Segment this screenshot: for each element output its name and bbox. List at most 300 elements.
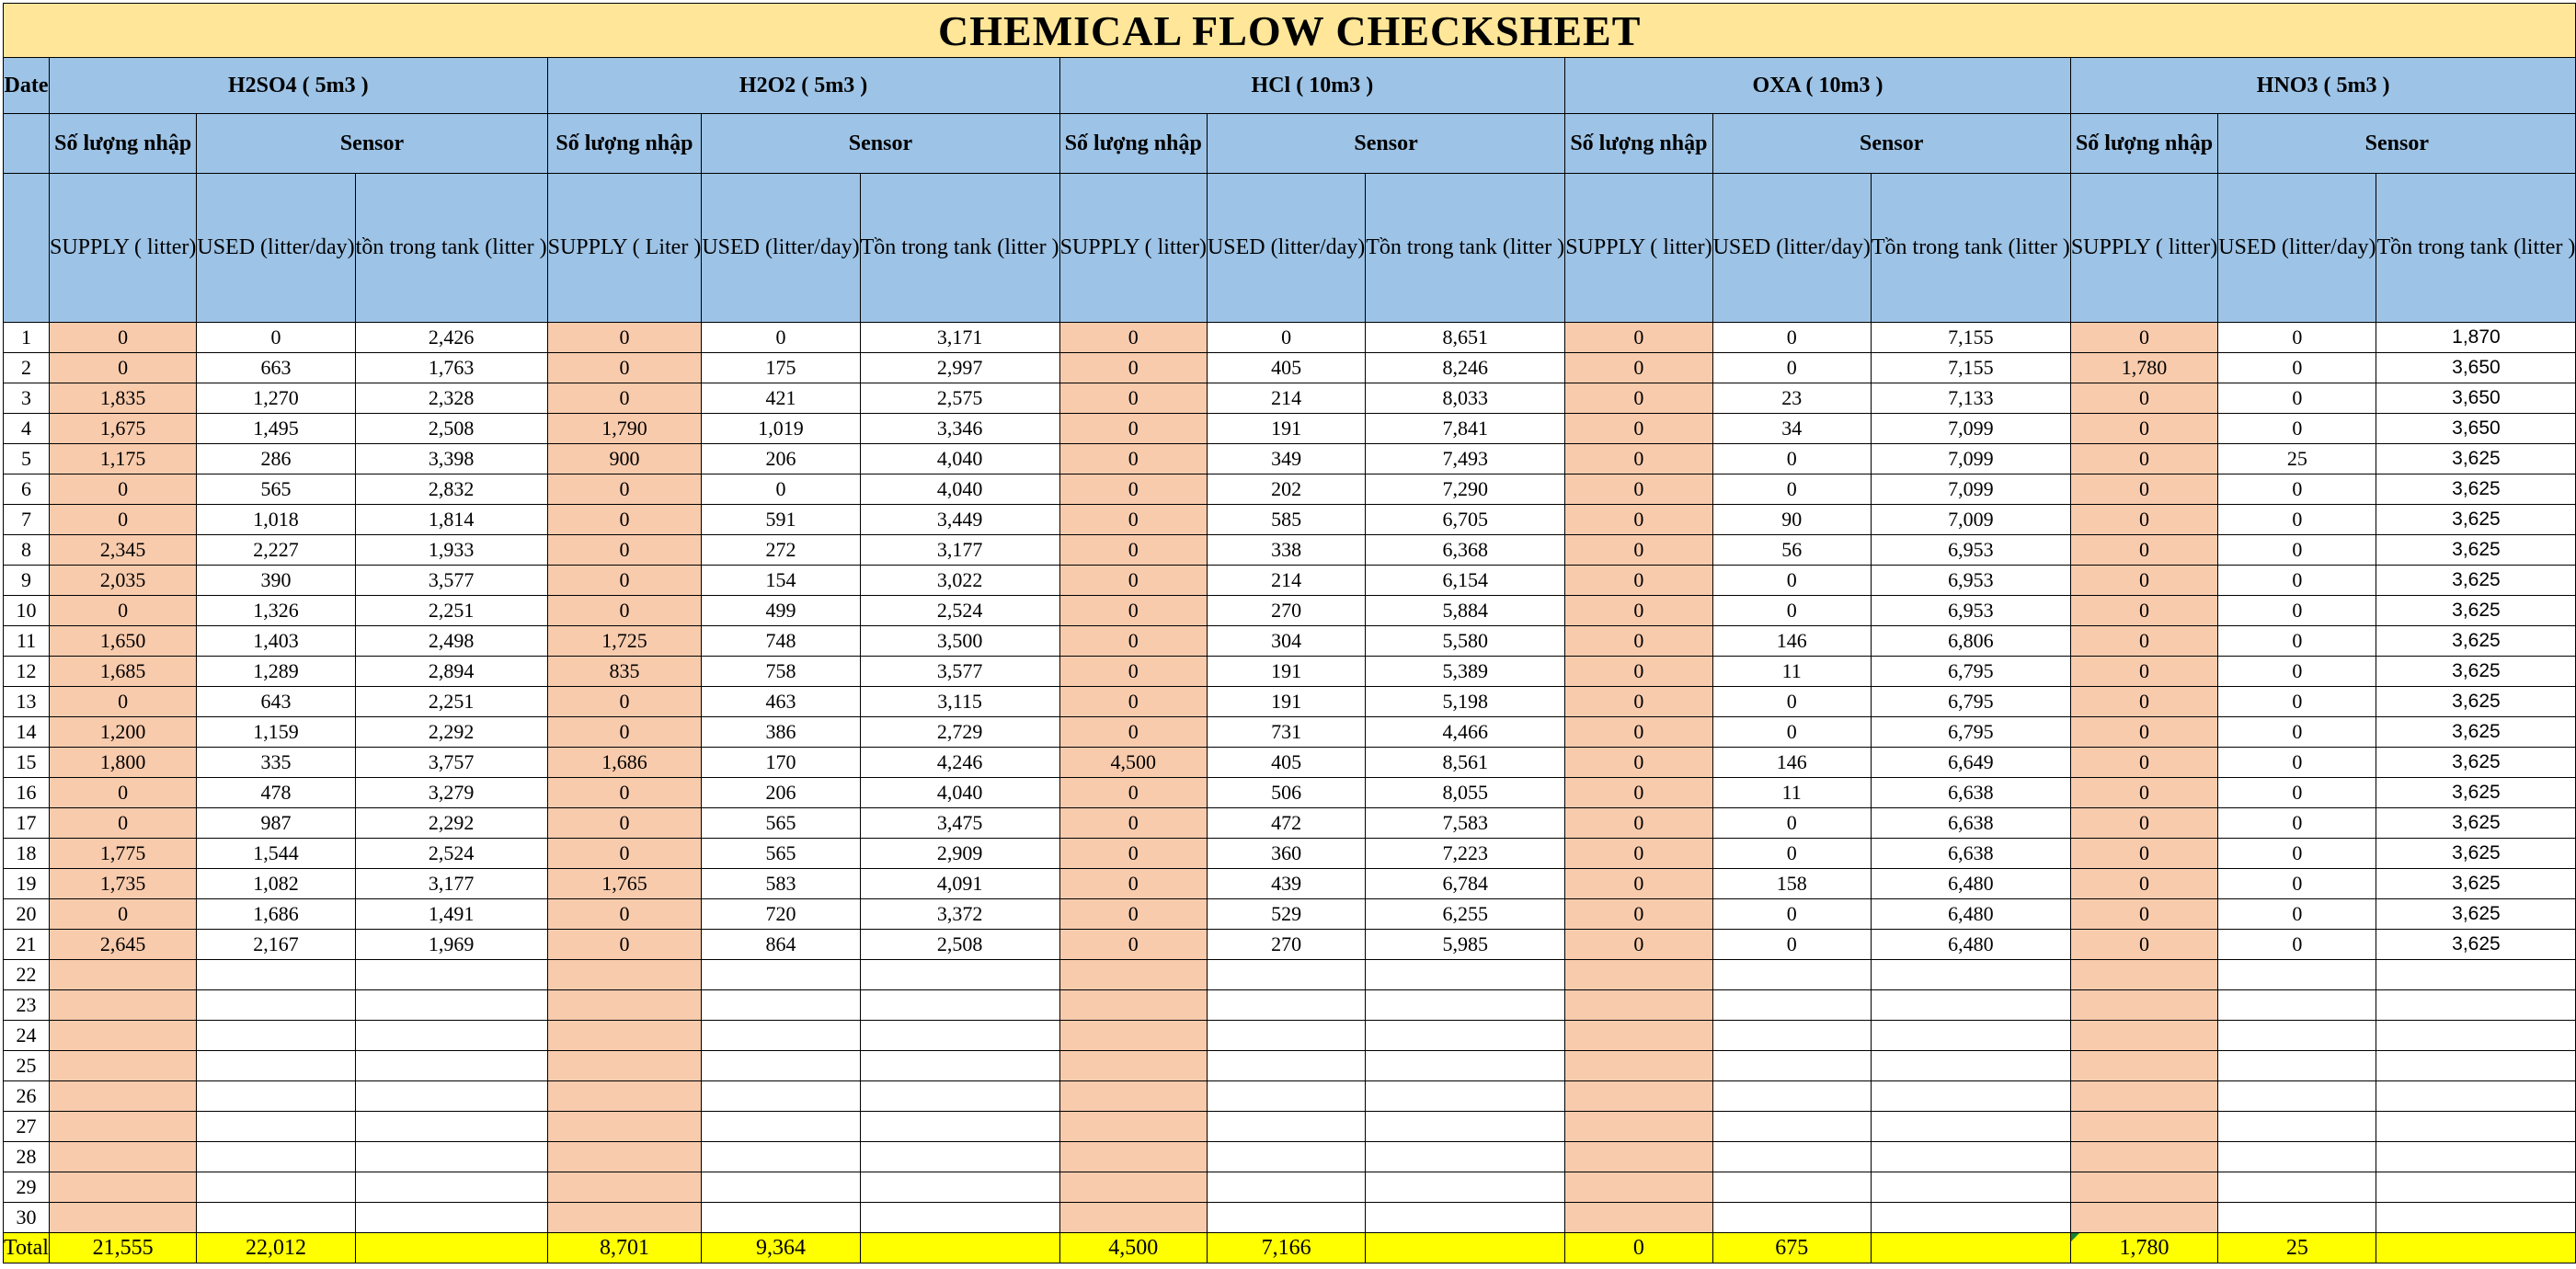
table-cell[interactable]: 270: [1207, 596, 1365, 626]
date-cell[interactable]: 16: [4, 778, 50, 808]
table-cell[interactable]: 0: [1565, 566, 1712, 596]
table-cell[interactable]: 0: [2218, 808, 2376, 839]
table-cell[interactable]: 1,686: [547, 748, 702, 778]
table-cell[interactable]: [355, 990, 547, 1021]
table-cell[interactable]: 1,082: [197, 869, 355, 899]
table-cell[interactable]: 0: [1712, 596, 1871, 626]
table-cell[interactable]: [860, 1051, 1059, 1081]
date-cell[interactable]: 15: [4, 748, 50, 778]
table-cell[interactable]: [1712, 990, 1871, 1021]
table-cell[interactable]: [1712, 1142, 1871, 1172]
table-cell[interactable]: [547, 1112, 702, 1142]
table-cell[interactable]: 900: [547, 444, 702, 474]
table-cell[interactable]: 3,625: [2376, 474, 2576, 505]
table-cell[interactable]: [702, 960, 860, 990]
table-cell[interactable]: 1,403: [197, 626, 355, 657]
table-cell[interactable]: [2218, 990, 2376, 1021]
table-cell[interactable]: 0: [1565, 596, 1712, 626]
table-cell[interactable]: 7,099: [1871, 474, 2070, 505]
table-cell[interactable]: 0: [2218, 930, 2376, 960]
table-cell[interactable]: [197, 1112, 355, 1142]
table-cell[interactable]: 0: [547, 505, 702, 535]
table-cell[interactable]: [1871, 1142, 2070, 1172]
date-cell[interactable]: 30: [4, 1203, 50, 1233]
table-cell[interactable]: [1565, 1112, 1712, 1142]
table-cell[interactable]: 6,154: [1366, 566, 1565, 596]
table-cell[interactable]: 191: [1207, 687, 1365, 717]
table-cell[interactable]: [49, 960, 196, 990]
table-cell[interactable]: 3,625: [2376, 596, 2576, 626]
date-cell[interactable]: 23: [4, 990, 50, 1021]
table-cell[interactable]: 3,625: [2376, 930, 2576, 960]
table-cell[interactable]: 2,345: [49, 535, 196, 566]
table-cell[interactable]: 0: [1712, 808, 1871, 839]
table-cell[interactable]: 748: [702, 626, 860, 657]
table-cell[interactable]: [1871, 1203, 2070, 1233]
table-cell[interactable]: 0: [2218, 474, 2376, 505]
table-cell[interactable]: 349: [1207, 444, 1365, 474]
table-cell[interactable]: 2,292: [355, 717, 547, 748]
table-cell[interactable]: [860, 1203, 1059, 1233]
table-cell[interactable]: [2218, 1172, 2376, 1203]
table-cell[interactable]: [702, 1112, 860, 1142]
table-cell[interactable]: 3,449: [860, 505, 1059, 535]
table-cell[interactable]: 0: [1712, 717, 1871, 748]
table-cell[interactable]: 6,953: [1871, 566, 2070, 596]
table-cell[interactable]: [547, 960, 702, 990]
table-cell[interactable]: [1207, 990, 1365, 1021]
table-cell[interactable]: 6,795: [1871, 717, 2070, 748]
table-cell[interactable]: [1366, 1142, 1565, 1172]
table-cell[interactable]: 1,775: [49, 839, 196, 869]
table-cell[interactable]: 0: [2070, 596, 2217, 626]
table-cell[interactable]: 0: [1059, 687, 1207, 717]
table-cell[interactable]: [2218, 960, 2376, 990]
table-cell[interactable]: [197, 990, 355, 1021]
table-cell[interactable]: 0: [2070, 626, 2217, 657]
table-cell[interactable]: 56: [1712, 535, 1871, 566]
total-cell[interactable]: 25: [2218, 1233, 2376, 1263]
table-cell[interactable]: 7,009: [1871, 505, 2070, 535]
table-cell[interactable]: 2,729: [860, 717, 1059, 748]
table-cell[interactable]: 7,155: [1871, 353, 2070, 383]
table-cell[interactable]: 8,651: [1366, 323, 1565, 353]
table-cell[interactable]: 643: [197, 687, 355, 717]
table-cell[interactable]: 2,508: [860, 930, 1059, 960]
date-cell[interactable]: 25: [4, 1051, 50, 1081]
table-cell[interactable]: 0: [547, 323, 702, 353]
table-cell[interactable]: 0: [1712, 839, 1871, 869]
table-cell[interactable]: [1565, 1203, 1712, 1233]
table-cell[interactable]: 0: [1712, 899, 1871, 930]
table-cell[interactable]: 3,372: [860, 899, 1059, 930]
table-cell[interactable]: 0: [1565, 383, 1712, 414]
table-cell[interactable]: [547, 1081, 702, 1112]
total-cell[interactable]: 7,166: [1207, 1233, 1365, 1263]
table-cell[interactable]: [702, 1021, 860, 1051]
date-cell[interactable]: 21: [4, 930, 50, 960]
table-cell[interactable]: [1366, 990, 1565, 1021]
table-cell[interactable]: 6,705: [1366, 505, 1565, 535]
table-cell[interactable]: 506: [1207, 778, 1365, 808]
table-cell[interactable]: 3,171: [860, 323, 1059, 353]
table-cell[interactable]: [2070, 990, 2217, 1021]
table-cell[interactable]: [1366, 1051, 1565, 1081]
table-cell[interactable]: 6,255: [1366, 899, 1565, 930]
table-cell[interactable]: 7,223: [1366, 839, 1565, 869]
table-cell[interactable]: 478: [197, 778, 355, 808]
table-cell[interactable]: [1207, 1051, 1365, 1081]
table-cell[interactable]: [860, 990, 1059, 1021]
table-cell[interactable]: 3,650: [2376, 353, 2576, 383]
table-cell[interactable]: 0: [2070, 930, 2217, 960]
table-cell[interactable]: 0: [547, 899, 702, 930]
table-cell[interactable]: 7,841: [1366, 414, 1565, 444]
table-cell[interactable]: 1,790: [547, 414, 702, 444]
table-cell[interactable]: 3,757: [355, 748, 547, 778]
table-cell[interactable]: 0: [2218, 748, 2376, 778]
table-cell[interactable]: 3,625: [2376, 778, 2576, 808]
table-cell[interactable]: 34: [1712, 414, 1871, 444]
table-cell[interactable]: 0: [1059, 839, 1207, 869]
table-cell[interactable]: [1712, 1081, 1871, 1112]
table-cell[interactable]: [1059, 990, 1207, 1021]
table-cell[interactable]: 23: [1712, 383, 1871, 414]
date-cell[interactable]: 18: [4, 839, 50, 869]
table-cell[interactable]: 0: [2070, 748, 2217, 778]
table-cell[interactable]: [2376, 1081, 2576, 1112]
table-cell[interactable]: [2070, 1172, 2217, 1203]
table-cell[interactable]: 0: [1565, 444, 1712, 474]
table-cell[interactable]: 6,795: [1871, 657, 2070, 687]
table-cell[interactable]: [860, 1021, 1059, 1051]
table-cell[interactable]: 0: [2070, 687, 2217, 717]
table-cell[interactable]: 0: [2070, 414, 2217, 444]
table-cell[interactable]: 3,625: [2376, 505, 2576, 535]
table-cell[interactable]: [1871, 1112, 2070, 1142]
table-cell[interactable]: 0: [547, 566, 702, 596]
total-cell[interactable]: [355, 1233, 547, 1263]
table-cell[interactable]: 206: [702, 444, 860, 474]
table-cell[interactable]: [197, 1142, 355, 1172]
date-cell[interactable]: 2: [4, 353, 50, 383]
table-cell[interactable]: 0: [2070, 505, 2217, 535]
table-cell[interactable]: [2376, 1142, 2576, 1172]
date-cell[interactable]: 17: [4, 808, 50, 839]
table-cell[interactable]: [1366, 1203, 1565, 1233]
table-cell[interactable]: 1,686: [197, 899, 355, 930]
table-cell[interactable]: [49, 990, 196, 1021]
table-cell[interactable]: 25: [2218, 444, 2376, 474]
table-cell[interactable]: 0: [1059, 566, 1207, 596]
total-cell[interactable]: [860, 1233, 1059, 1263]
table-cell[interactable]: 6,638: [1871, 778, 2070, 808]
table-cell[interactable]: 3,625: [2376, 869, 2576, 899]
table-cell[interactable]: 335: [197, 748, 355, 778]
table-cell[interactable]: 286: [197, 444, 355, 474]
table-cell[interactable]: 3,625: [2376, 444, 2576, 474]
table-cell[interactable]: [2376, 1172, 2576, 1203]
table-cell[interactable]: 0: [547, 687, 702, 717]
table-cell[interactable]: [49, 1112, 196, 1142]
table-cell[interactable]: 0: [49, 808, 196, 839]
table-cell[interactable]: 463: [702, 687, 860, 717]
table-cell[interactable]: 0: [1565, 323, 1712, 353]
table-cell[interactable]: 0: [2218, 869, 2376, 899]
table-cell[interactable]: [1207, 1112, 1365, 1142]
table-cell[interactable]: 0: [2070, 657, 2217, 687]
table-cell[interactable]: 405: [1207, 748, 1365, 778]
table-cell[interactable]: 2,292: [355, 808, 547, 839]
total-cell[interactable]: 22,012: [197, 1233, 355, 1263]
date-cell[interactable]: 29: [4, 1172, 50, 1203]
table-cell[interactable]: 214: [1207, 566, 1365, 596]
table-cell[interactable]: 0: [197, 323, 355, 353]
table-cell[interactable]: [547, 990, 702, 1021]
table-cell[interactable]: 0: [49, 687, 196, 717]
table-cell[interactable]: 0: [1712, 687, 1871, 717]
table-cell[interactable]: [1366, 1021, 1565, 1051]
table-cell[interactable]: [1207, 1081, 1365, 1112]
table-cell[interactable]: 0: [1059, 535, 1207, 566]
table-cell[interactable]: 0: [702, 323, 860, 353]
table-cell[interactable]: [2376, 1051, 2576, 1081]
table-cell[interactable]: 0: [49, 474, 196, 505]
table-cell[interactable]: 421: [702, 383, 860, 414]
table-cell[interactable]: 1,969: [355, 930, 547, 960]
table-cell[interactable]: 6,953: [1871, 596, 2070, 626]
table-cell[interactable]: [1871, 960, 2070, 990]
table-cell[interactable]: 0: [547, 717, 702, 748]
table-cell[interactable]: [702, 1051, 860, 1081]
table-cell[interactable]: [860, 1172, 1059, 1203]
table-cell[interactable]: 3,625: [2376, 717, 2576, 748]
table-cell[interactable]: 146: [1712, 626, 1871, 657]
table-cell[interactable]: 1,018: [197, 505, 355, 535]
date-cell[interactable]: 6: [4, 474, 50, 505]
table-cell[interactable]: 663: [197, 353, 355, 383]
table-cell[interactable]: [1712, 1051, 1871, 1081]
table-cell[interactable]: [1059, 1081, 1207, 1112]
table-cell[interactable]: [702, 1142, 860, 1172]
table-cell[interactable]: 0: [1565, 808, 1712, 839]
table-cell[interactable]: 2,909: [860, 839, 1059, 869]
total-cell[interactable]: [1871, 1233, 2070, 1263]
date-cell[interactable]: 22: [4, 960, 50, 990]
table-cell[interactable]: 0: [1565, 414, 1712, 444]
table-cell[interactable]: 0: [49, 353, 196, 383]
total-label[interactable]: Total: [4, 1233, 50, 1263]
table-cell[interactable]: 2,997: [860, 353, 1059, 383]
table-cell[interactable]: [2218, 1021, 2376, 1051]
table-cell[interactable]: [197, 1203, 355, 1233]
table-cell[interactable]: 5,389: [1366, 657, 1565, 687]
table-cell[interactable]: 0: [2218, 657, 2376, 687]
table-cell[interactable]: 304: [1207, 626, 1365, 657]
table-cell[interactable]: 2,832: [355, 474, 547, 505]
table-cell[interactable]: 0: [49, 778, 196, 808]
table-cell[interactable]: 6,368: [1366, 535, 1565, 566]
table-cell[interactable]: 214: [1207, 383, 1365, 414]
table-cell[interactable]: 0: [2070, 869, 2217, 899]
table-cell[interactable]: 3,625: [2376, 535, 2576, 566]
table-cell[interactable]: 835: [547, 657, 702, 687]
table-cell[interactable]: 1,495: [197, 414, 355, 444]
table-cell[interactable]: 1,159: [197, 717, 355, 748]
table-cell[interactable]: 2,167: [197, 930, 355, 960]
table-cell[interactable]: 0: [547, 383, 702, 414]
total-cell[interactable]: 9,364: [702, 1233, 860, 1263]
table-cell[interactable]: [2218, 1081, 2376, 1112]
table-cell[interactable]: 4,091: [860, 869, 1059, 899]
date-cell[interactable]: 11: [4, 626, 50, 657]
table-cell[interactable]: 583: [702, 869, 860, 899]
table-cell[interactable]: 0: [547, 930, 702, 960]
table-cell[interactable]: [2070, 1021, 2217, 1051]
table-cell[interactable]: 3,177: [355, 869, 547, 899]
table-cell[interactable]: 0: [2218, 899, 2376, 930]
table-cell[interactable]: 2,894: [355, 657, 547, 687]
table-cell[interactable]: 0: [2070, 839, 2217, 869]
table-cell[interactable]: 6,480: [1871, 869, 2070, 899]
table-cell[interactable]: 3,625: [2376, 566, 2576, 596]
table-cell[interactable]: [355, 1081, 547, 1112]
table-cell[interactable]: 5,985: [1366, 930, 1565, 960]
table-cell[interactable]: 0: [49, 505, 196, 535]
table-cell[interactable]: 154: [702, 566, 860, 596]
table-cell[interactable]: 0: [2218, 414, 2376, 444]
table-cell[interactable]: 0: [1565, 353, 1712, 383]
table-cell[interactable]: 206: [702, 778, 860, 808]
table-cell[interactable]: 0: [1712, 323, 1871, 353]
table-cell[interactable]: 0: [2218, 383, 2376, 414]
table-cell[interactable]: [1712, 1112, 1871, 1142]
table-cell[interactable]: 7,133: [1871, 383, 2070, 414]
table-cell[interactable]: 0: [1565, 717, 1712, 748]
table-cell[interactable]: [1059, 1172, 1207, 1203]
table-cell[interactable]: 731: [1207, 717, 1365, 748]
table-cell[interactable]: 2,508: [355, 414, 547, 444]
table-cell[interactable]: 0: [2070, 808, 2217, 839]
table-cell[interactable]: 987: [197, 808, 355, 839]
table-cell[interactable]: [1207, 1021, 1365, 1051]
table-cell[interactable]: 4,466: [1366, 717, 1565, 748]
table-cell[interactable]: 6,480: [1871, 930, 2070, 960]
table-cell[interactable]: 1,685: [49, 657, 196, 687]
table-cell[interactable]: 3,475: [860, 808, 1059, 839]
date-cell[interactable]: 12: [4, 657, 50, 687]
table-cell[interactable]: 4,040: [860, 474, 1059, 505]
table-cell[interactable]: 0: [702, 474, 860, 505]
table-cell[interactable]: [1366, 1081, 1565, 1112]
table-cell[interactable]: 8,561: [1366, 748, 1565, 778]
table-cell[interactable]: 0: [2070, 444, 2217, 474]
date-cell[interactable]: 5: [4, 444, 50, 474]
table-cell[interactable]: 0: [1059, 596, 1207, 626]
table-cell[interactable]: [2376, 1203, 2576, 1233]
table-cell[interactable]: [1565, 1021, 1712, 1051]
table-cell[interactable]: 3,625: [2376, 899, 2576, 930]
total-cell[interactable]: 4,500: [1059, 1233, 1207, 1263]
table-cell[interactable]: 3,625: [2376, 626, 2576, 657]
table-cell[interactable]: 6,953: [1871, 535, 2070, 566]
table-cell[interactable]: [355, 1172, 547, 1203]
table-cell[interactable]: 585: [1207, 505, 1365, 535]
table-cell[interactable]: [2376, 960, 2576, 990]
table-cell[interactable]: 1,270: [197, 383, 355, 414]
table-cell[interactable]: 0: [2070, 535, 2217, 566]
table-cell[interactable]: 0: [547, 596, 702, 626]
table-cell[interactable]: 0: [2218, 717, 2376, 748]
total-cell[interactable]: [2376, 1233, 2576, 1263]
table-cell[interactable]: 0: [2218, 535, 2376, 566]
table-cell[interactable]: 5,580: [1366, 626, 1565, 657]
table-cell[interactable]: [2376, 1112, 2576, 1142]
table-cell[interactable]: 439: [1207, 869, 1365, 899]
table-cell[interactable]: [197, 1051, 355, 1081]
table-cell[interactable]: 202: [1207, 474, 1365, 505]
table-cell[interactable]: [702, 1203, 860, 1233]
table-cell[interactable]: [547, 1051, 702, 1081]
table-cell[interactable]: 0: [1565, 687, 1712, 717]
table-cell[interactable]: 4,040: [860, 444, 1059, 474]
table-cell[interactable]: [1871, 1051, 2070, 1081]
table-cell[interactable]: 1,814: [355, 505, 547, 535]
table-cell[interactable]: 1,019: [702, 414, 860, 444]
date-cell[interactable]: 9: [4, 566, 50, 596]
table-cell[interactable]: 758: [702, 657, 860, 687]
date-cell[interactable]: 1: [4, 323, 50, 353]
table-cell[interactable]: 272: [702, 535, 860, 566]
table-cell[interactable]: [2070, 1112, 2217, 1142]
table-cell[interactable]: [49, 1021, 196, 1051]
table-cell[interactable]: 0: [2218, 778, 2376, 808]
table-cell[interactable]: 0: [1059, 869, 1207, 899]
table-cell[interactable]: [355, 1051, 547, 1081]
table-cell[interactable]: 0: [2070, 323, 2217, 353]
table-cell[interactable]: [860, 1142, 1059, 1172]
table-cell[interactable]: [1712, 1203, 1871, 1233]
table-cell[interactable]: [702, 990, 860, 1021]
table-cell[interactable]: 170: [702, 748, 860, 778]
table-cell[interactable]: 7,290: [1366, 474, 1565, 505]
table-cell[interactable]: 0: [2218, 353, 2376, 383]
table-cell[interactable]: 3,625: [2376, 839, 2576, 869]
table-cell[interactable]: [1059, 1112, 1207, 1142]
table-cell[interactable]: 591: [702, 505, 860, 535]
table-cell[interactable]: [1565, 1172, 1712, 1203]
table-cell[interactable]: 3,625: [2376, 748, 2576, 778]
table-cell[interactable]: 0: [1059, 778, 1207, 808]
table-cell[interactable]: 1,675: [49, 414, 196, 444]
table-cell[interactable]: 405: [1207, 353, 1365, 383]
table-cell[interactable]: [1366, 960, 1565, 990]
table-cell[interactable]: 0: [1059, 717, 1207, 748]
table-cell[interactable]: [2070, 1081, 2217, 1112]
table-cell[interactable]: 1,735: [49, 869, 196, 899]
table-cell[interactable]: 0: [2070, 778, 2217, 808]
table-cell[interactable]: 5,884: [1366, 596, 1565, 626]
table-cell[interactable]: 3,500: [860, 626, 1059, 657]
date-cell[interactable]: 13: [4, 687, 50, 717]
table-cell[interactable]: 338: [1207, 535, 1365, 566]
table-cell[interactable]: 3,625: [2376, 657, 2576, 687]
table-cell[interactable]: 0: [1712, 474, 1871, 505]
table-cell[interactable]: 6,795: [1871, 687, 2070, 717]
table-cell[interactable]: 0: [1565, 899, 1712, 930]
date-cell[interactable]: 10: [4, 596, 50, 626]
total-cell[interactable]: 675: [1712, 1233, 1871, 1263]
